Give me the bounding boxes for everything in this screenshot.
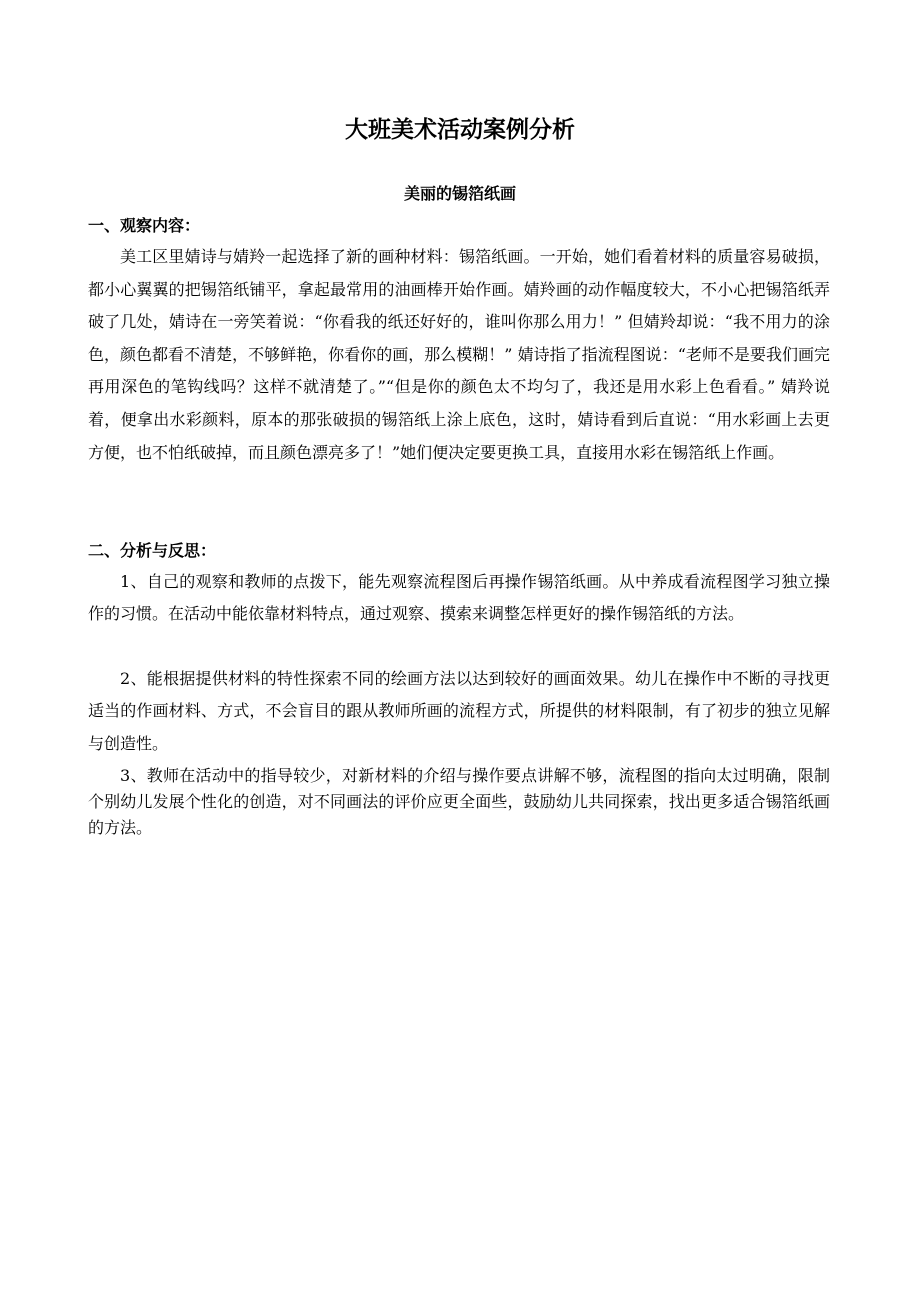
document-title: 大班美术活动案例分析 — [345, 117, 575, 143]
analysis-paragraph-3: 3、教师在活动中的指导较少，对新材料的介绍与操作要点讲解不够，流程图的指向太过明确，限制个别幼儿发展个性化的创造，对不同画法的评价应更全面些，鼓励幼儿共同探索，找出更多适合锡箔纸画的方法。 — [88, 766, 830, 837]
section-heading-observation: 一、观察内容： — [88, 216, 201, 235]
analysis-paragraph-1: 1、自己的观察和教师的点拨下，能先观察流程图后再操作锡箔纸画。从中养成看流程图学习独立操作的习惯。在活动中能依靠材料特点，通过观察、摸索来调整怎样更好的操作锡箔纸的方法。 — [88, 572, 830, 624]
analysis-paragraph-2: 2、能根据提供材料的特性探索不同的绘画方法以达到较好的画面效果。幼儿在操作中不断的寻找更适当的作画材料、方式，不会盲目的跟从教师所画的流程方式，所提供的材料限制，有了初步的独立见解与创造性。 — [88, 669, 830, 753]
document-subtitle: 美丽的锡箔纸画 — [403, 184, 516, 203]
observation-paragraph: 美工区里婧诗与婧羚一起选择了新的画种材料：锡箔纸画。一开始，她们看着材料的质量容易破损，都小心翼翼的把锡箔纸铺平，拿起最常用的油画棒开始作画。婧羚画的动作幅度较大，不小心把锡箔纸弄破了几处，婧诗在一旁笑着说：“你看我的纸还好好的，谁叫你那么用力！” 但婧羚却说：“我不用力的涂色，颜色都看不清楚，不够鲜艳，你看你的画，那么模糊！” 婧诗指了指流程图说：“老师不是要我们画完再用深色的笔钩线吗？这样不就清楚了。”“但是你的颜色太不均匀了，我还是用水彩上色看看。” 婧羚说着，便拿出水彩颜料，原本的那张破损的锡箔纸上涂上底色，这时，婧诗看到后直说：“用水彩画上去更方便，也不怕纸破掉，而且颜色漂亮多了！”她们便决定要更换工具，直接用水彩在锡箔纸上作画。 — [88, 247, 830, 462]
section-heading-analysis: 二、分析与反思： — [88, 541, 217, 560]
